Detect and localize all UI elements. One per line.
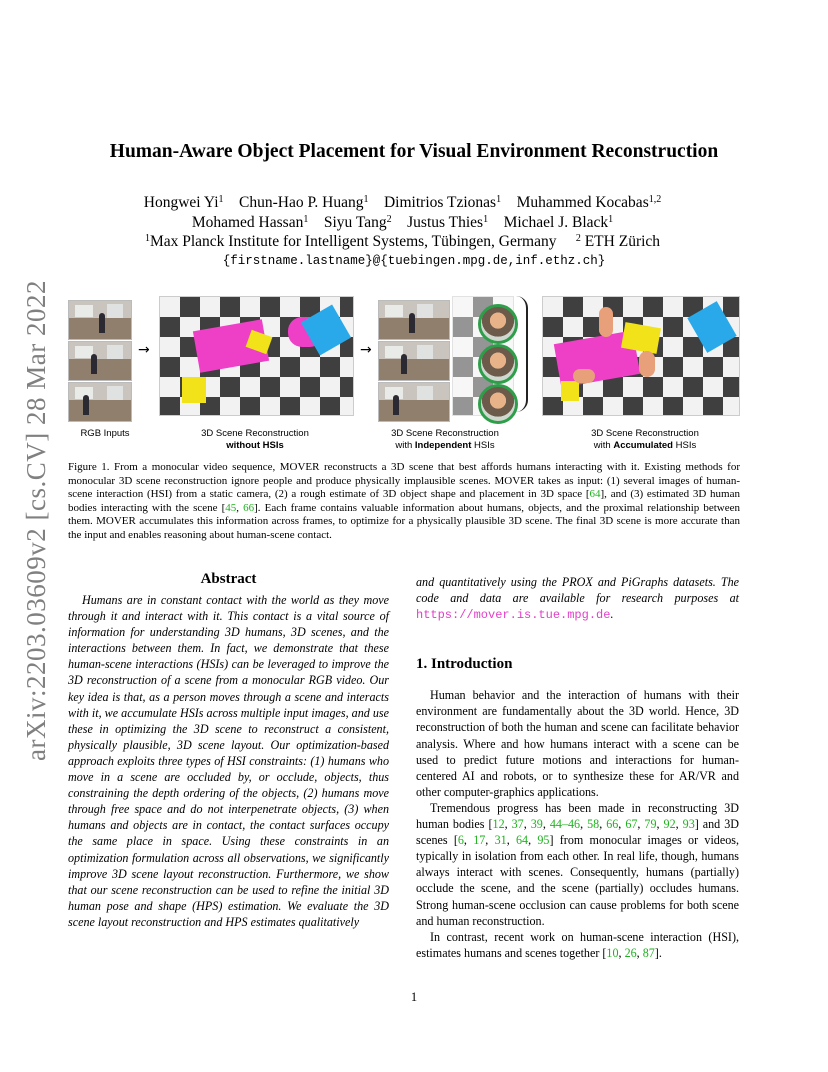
sofa-shape	[301, 305, 351, 356]
citation-link[interactable]: 37	[511, 817, 524, 832]
scene-without-hsi	[159, 296, 354, 416]
citation-link[interactable]: 45	[225, 501, 237, 514]
author-name: Michael J. Black	[503, 214, 609, 231]
arrow-right-icon: →	[138, 342, 150, 358]
author-name: Siyu Tang	[323, 214, 387, 231]
citation-link[interactable]: 10	[606, 945, 619, 960]
citation-link[interactable]: 64	[589, 488, 601, 500]
affiliation-2: ETH Zürich	[584, 233, 661, 250]
author-line-2: Mohamed Hassan$^1$ Siyu Tang$^2$ Justus Thies$^1$ Michael J. Black$^1$	[191, 214, 614, 231]
author-name: Justus Thies	[407, 214, 484, 231]
human-body-shape	[599, 307, 613, 337]
citation-group: 6, 17, 31, 64, 95	[457, 833, 550, 848]
citation-link[interactable]: 79	[644, 817, 657, 832]
citation-link[interactable]: 17	[473, 833, 486, 848]
author-name: Chun-Hao P. Huang	[239, 194, 364, 211]
author-name: Hongwei Yi	[143, 194, 219, 211]
project-url-link[interactable]: https://mover.is.tue.mpg.de	[416, 608, 611, 623]
rgb-input-image	[378, 300, 450, 340]
citation-link[interactable]: 87	[642, 945, 655, 960]
hsi-inset	[478, 304, 518, 344]
author-name: Mohamed Hassan	[191, 214, 304, 231]
citation-link[interactable]: 12	[492, 817, 505, 832]
citation-link[interactable]: 44–46	[549, 817, 581, 832]
figure-label-accumulated: 3D Scene Reconstruction with Accumulated HSIs	[591, 428, 699, 451]
citation-link[interactable]: 67	[625, 817, 638, 832]
human-body-shape	[639, 351, 655, 377]
section-heading-introduction: 1. Introduction	[416, 656, 513, 673]
intro-paragraph-2: Tremendous progress has been made in reconstructing 3D human bodies [12, 37, 39, 44–46, 58, 66, 67, 79, 92, 93] and 3D scenes [6, 17, 31, 64, 95] from monocular images or videos, typically in isolation from each other. In real life, though, humans always interact with scenes. Consequently, humans (partially) occlude the scene, and the scene (partially) occludes humans. Strong human-scene occlusion can cause problems for both scene and human reconstruction.	[416, 800, 739, 928]
human-body-shape	[573, 369, 595, 383]
citation-link[interactable]: 39	[530, 817, 543, 832]
intro-paragraph-1: Human behavior and the interaction of humans with their environment are fundamentally about the 3D world. Hence, 3D reconstruction of both the human and scene can facilitate behavior analysis. Where and how humans interact with a scene can be used to predict future motions and interactions for human-centered AI and robots, or to synthesize these for AR/VR and other computer-graphics applications.	[416, 688, 739, 799]
hsi-inset	[478, 384, 518, 424]
figure-label-independent: 3D Scene Reconstruction with Independent HSIs	[391, 428, 499, 451]
abstract-heading: Abstract	[200, 571, 257, 587]
rgb-input-image	[68, 300, 132, 340]
citation-link[interactable]: 6	[457, 833, 464, 848]
author-name: Dimitrios Tzionas	[383, 194, 497, 211]
rgb-input-image	[68, 382, 132, 422]
right-column	[416, 574, 739, 961]
citation-link[interactable]: 95	[537, 833, 550, 848]
author-name: Muhammed Kocabas	[516, 194, 649, 211]
affiliation-1: Max Planck Institute for Intelligent Systems, Tübingen, Germany	[149, 233, 557, 250]
abstract-text: Humans are in constant contact with the world as they move through it and interact with it. This contact is a vital source of information for understanding 3D humans, 3D scenes, and the interactions between them. In fact, we demonstrate that these human-scene interactions (HSIs) can be leveraged to improve the 3D reconstruction of a scene from a monocular RGB video. Our key idea is that, as a person moves through a scene and interacts with it, we accumulate HSIs across multiple input images, and use these in optimizing the 3D scene to reconstruct a consistent, physically plausible, 3D scene layout. Our optimization-based approach exploits three types of HSI constraints: (1) humans who move in a scene are occluded by, or occlude, objects, thus constraining the depth ordering of the objects, (2) humans move through free space and do not interpenetrate objects, (3) when humans and objects are in contact, the contact surfaces occupy the same place in space. Using these constraints in an optimization formulation across all observations, we significantly improve 3D scene layout reconstruction. Furthermore, we show that our scene reconstruction can be used to refine the initial 3D human pose and shape (HPS) estimation. We evaluate the 3D scene layout reconstruction and HPS estimates qualitatively	[68, 593, 389, 929]
arxiv-identifier: arXiv:2203.03609v2 [cs.CV] 28 Mar 2022	[20, 279, 51, 761]
citation-group: 10, 26, 87	[606, 945, 655, 960]
sofa-shape	[687, 301, 736, 353]
chair-shape	[182, 377, 206, 403]
rgb-input-image	[378, 382, 450, 422]
figure-label-rgb: RGB Inputs	[80, 428, 130, 439]
citation-link[interactable]: 66	[243, 501, 255, 514]
paper-title: Human-Aware Object Placement for Visual Environment Reconstruction	[109, 141, 719, 162]
citation-link[interactable]: 66	[606, 817, 619, 832]
figure-caption: Figure 1. From a monocular video sequence, MOVER reconstructs a 3D scene that best affords humans interacting with it. Existing methods for monocular 3D scene reconstruction ignore people and produce physically implausible scenes. MOVER takes as input: (1) several images of human-scene interaction (HSI) from a static camera, (2) a rough estimate of 3D object shape and placement in 3D space [64], and (3) estimated 3D human bodies interacting with the scene [45, 66]. Each frame contains valuable information about humans, objects, and the proximal relationship between them. MOVER accumulates this information across frames, to optimize for a physically plausible 3D scene. The final 3D scene is more accurate than the input and enables reasoning about human-scene contact.	[68, 461, 741, 541]
intro-paragraph-3: In contrast, recent work on human-scene interaction (HSI), estimates humans and scenes together [10, 26, 87].	[416, 929, 739, 960]
figure-label-without: 3D Scene Reconstruction without HSIs	[201, 428, 309, 451]
citation-link[interactable]: 26	[624, 945, 637, 960]
citation-link[interactable]: 92	[663, 817, 676, 832]
scene-accumulated-hsi	[542, 296, 740, 416]
citation-link[interactable]: 58	[587, 817, 600, 832]
figure-1	[0, 292, 828, 452]
hsi-inset	[478, 344, 518, 384]
chair-shape	[561, 381, 579, 401]
rgb-input-image	[378, 341, 450, 381]
page-number: 1	[410, 990, 418, 1004]
author-emails: {firstname.lastname}@{tuebingen.mpg.de,inf.ethz.ch}	[222, 254, 606, 268]
citation-group: 12, 37, 39, 44–46, 58, 66, 67, 79, 92, 93	[492, 817, 695, 832]
citation-link[interactable]: 64	[515, 833, 529, 848]
citation-link[interactable]: 31	[494, 833, 507, 848]
rgb-input-image	[68, 341, 132, 381]
author-line-1: Hongwei Yi$^1$ Chun-Hao P. Huang$^1$ Dimitrios Tzionas$^1$ Muhammed Kocabas$^{1,2}$	[143, 194, 662, 211]
brace-icon	[516, 296, 528, 412]
abstract-continued: and quantitatively using the PROX and PiGraphs datasets. The code and data are available for research purposes at https://mover.is.tue.mpg.de.	[416, 575, 739, 623]
affiliations: $^1$Max Planck Institute for Intelligent Systems, Tübingen, Germany $^2$ ETH Zürich	[144, 233, 661, 250]
abstract-column	[68, 571, 389, 930]
arrow-right-icon: →	[360, 342, 372, 358]
citation-link[interactable]: 93	[682, 817, 695, 832]
